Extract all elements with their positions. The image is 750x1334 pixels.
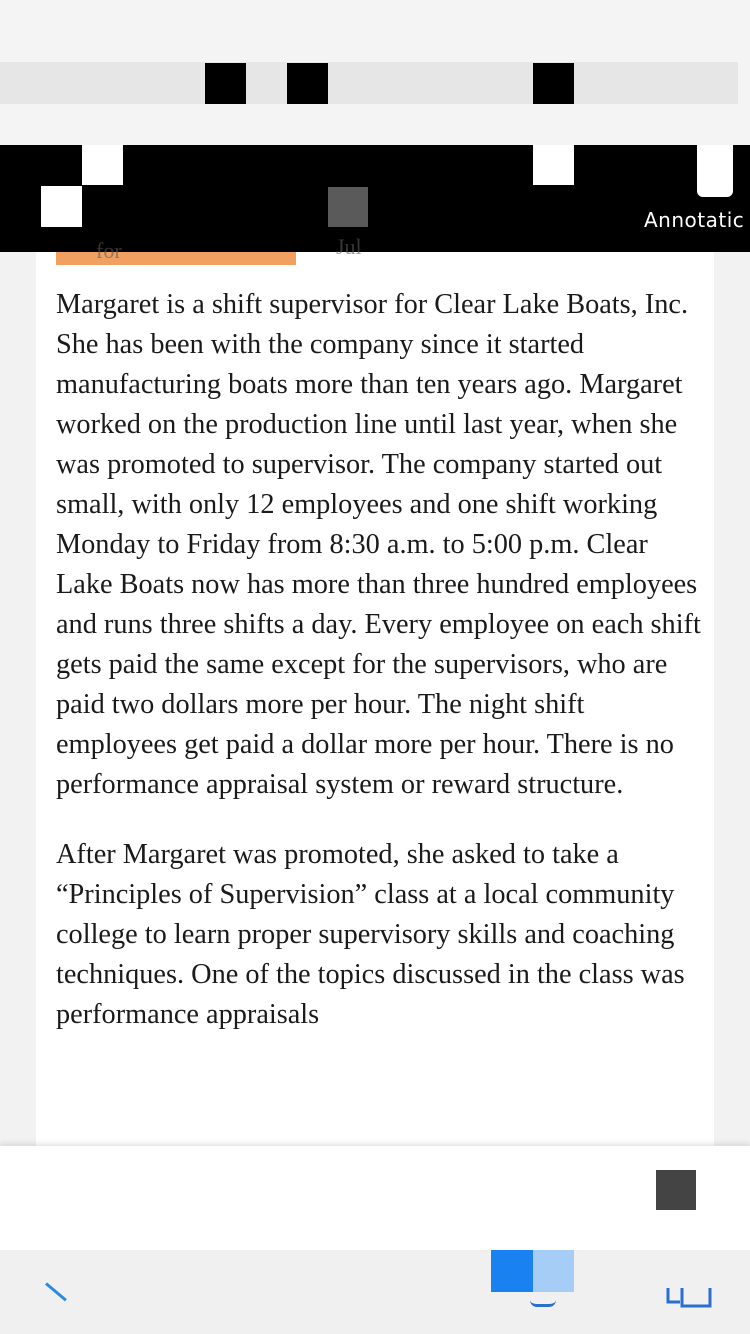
ghost-date-text: Jul (336, 234, 362, 259)
document-body (56, 285, 706, 1065)
toolbar-icon[interactable] (82, 145, 123, 185)
panel-button[interactable] (656, 1170, 696, 1210)
status-area (0, 0, 750, 145)
toolbar-icon[interactable] (697, 145, 733, 197)
back-arrow-icon[interactable] (45, 1282, 67, 1301)
toolbar-icon[interactable] (41, 186, 82, 227)
annotation-tab[interactable]: Annotatic (644, 208, 745, 232)
mode-indicator-icon (530, 1300, 556, 1307)
ghost-heading-text: for (96, 238, 122, 263)
address-bar[interactable] (0, 62, 738, 104)
bottom-panel (0, 1146, 750, 1250)
page-view-icon[interactable] (666, 1284, 712, 1312)
tool-button[interactable] (533, 1250, 574, 1292)
highlight-banner (56, 238, 296, 265)
paragraph: After Margaret was promoted, she asked to take a “Principles of Supervision” class at a local community college to learn proper supervisory skills and coaching techniques. One of the topics discussed in the class was performance appraisals (56, 839, 685, 1030)
document-toolbar (0, 145, 750, 252)
tool-button-active[interactable] (491, 1250, 533, 1292)
document-page (36, 234, 714, 1152)
redacted-block (287, 63, 328, 104)
redacted-block (205, 63, 246, 104)
toolbar-gray-button[interactable] (328, 187, 368, 227)
bottom-navigation (0, 1250, 750, 1334)
paragraph: Margaret is a shift supervisor for Clear Lake Boats, Inc. She has been with the company since it started manufacturing boats more than ten years ago. Margaret worked on the production line until last year, when she was promoted to supervisor. The company started out small, with only 12 employees and one shift working Monday to Friday from 8:30 a.m. to 5:00 p.m. Clear Lake Boats now has more than three hundred employees and runs three shifts a day. Every employee on each shift gets paid the same except for the supervisors, who are paid two dollars more per hour. The night shift employees get paid a dollar more per hour. There is no performance appraisal system or reward structure. (56, 289, 701, 800)
toolbar-icon[interactable] (533, 145, 574, 185)
redacted-block (533, 63, 574, 104)
